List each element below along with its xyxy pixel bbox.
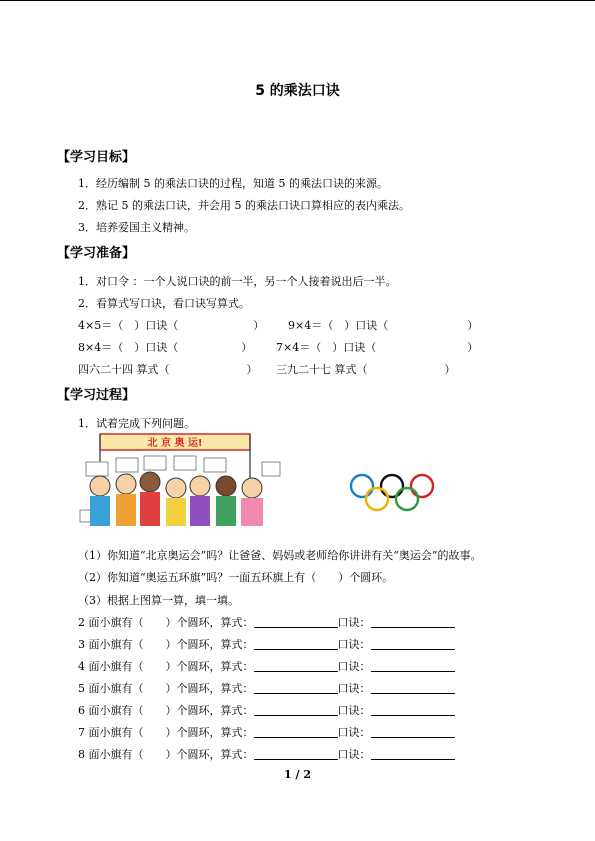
rhyme-blank[interactable] <box>371 616 455 628</box>
exercise-text: ） <box>467 341 479 354</box>
row-mid: 口诀： <box>337 660 371 673</box>
exercise-row <box>276 339 478 355</box>
children-cheering-illustration <box>78 432 282 532</box>
exercise-text: 三九二十七 算式（ <box>276 363 368 376</box>
fill-in-row <box>78 746 455 762</box>
fill-in-row <box>78 724 455 740</box>
exercise-text: 8×4＝（ ）口诀（ <box>78 341 179 354</box>
rhyme-blank[interactable] <box>371 660 455 672</box>
process-heading: 【学习过程】 <box>57 388 136 403</box>
row-prefix: 3 面小旗有（ ）个圆环，算式： <box>78 638 254 651</box>
row-prefix: 5 面小旗有（ ）个圆环，算式： <box>78 682 254 695</box>
fill-in-row <box>78 680 455 696</box>
question-1: （1）你知道“北京奥运会”吗？让爸爸、妈妈或老师给你讲讲有关“奥运会”的故事。 <box>78 549 482 562</box>
row-mid: 口诀： <box>337 638 371 651</box>
rhyme-blank[interactable] <box>371 748 455 760</box>
formula-blank[interactable] <box>254 726 338 738</box>
exercise-text: ） <box>444 363 456 376</box>
goals-heading: 【学习目标】 <box>57 150 136 165</box>
page-number: 1 / 2 <box>284 768 311 781</box>
row-mid: 口诀： <box>337 616 371 629</box>
exercise-text: ） <box>253 319 265 332</box>
row-prefix: 2 面小旗有（ ）个圆环，算式： <box>78 616 254 629</box>
top-rule <box>0 0 595 1</box>
rhyme-blank[interactable] <box>371 704 455 716</box>
exercise-text: ） <box>246 363 258 376</box>
fill-in-row <box>78 702 455 718</box>
exercise-text: 4×5＝（ ）口诀（ <box>78 319 179 332</box>
formula-blank[interactable] <box>254 682 338 694</box>
rhyme-blank[interactable] <box>371 682 455 694</box>
exercise-text: 9×4＝（ ）口诀（ <box>288 319 389 332</box>
prep-item: 2．看算式写口诀，看口诀写算式。 <box>78 297 250 310</box>
goal-item: 3．培养爱国主义精神。 <box>78 221 195 234</box>
exercise-text: 7×4＝（ ）口诀（ <box>276 341 377 354</box>
exercise-row <box>276 361 456 377</box>
exercise-row <box>78 317 264 333</box>
goal-item: 2．熟记 5 的乘法口诀，并会用 5 的乘法口诀口算相应的表内乘法。 <box>78 199 410 212</box>
fill-in-row <box>78 658 455 674</box>
row-mid: 口诀： <box>337 682 371 695</box>
formula-blank[interactable] <box>254 638 338 650</box>
rhyme-blank[interactable] <box>371 638 455 650</box>
question-3: （3）根据上图算一算，填一填。 <box>78 594 239 607</box>
process-item: 1．试着完成下列问题。 <box>78 417 195 430</box>
formula-blank[interactable] <box>254 704 338 716</box>
olympic-rings-icon <box>348 472 436 516</box>
exercise-row <box>78 361 258 377</box>
formula-blank[interactable] <box>254 748 338 760</box>
goal-item: 1．经历编制 5 的乘法口诀的过程，知道 5 的乘法口诀的来源。 <box>78 177 388 190</box>
exercise-text: ） <box>467 319 479 332</box>
banner-text: 北 京 奥 运! <box>147 438 203 449</box>
rhyme-blank[interactable] <box>371 726 455 738</box>
formula-blank[interactable] <box>254 616 338 628</box>
fill-in-row <box>78 614 455 630</box>
exercise-row <box>78 339 252 355</box>
exercise-text: ） <box>241 341 253 354</box>
row-mid: 口诀： <box>337 704 371 717</box>
question-2: （2）你知道“奥运五环旗”吗？一面五环旗上有（ ）个圆环。 <box>78 571 394 584</box>
row-mid: 口诀： <box>337 748 371 761</box>
prep-item: 1．对口令 ：一个人说口诀的前一半，另一个人接着说出后一半。 <box>78 275 397 288</box>
fill-in-row <box>78 636 455 652</box>
formula-blank[interactable] <box>254 660 338 672</box>
exercise-row <box>288 317 478 333</box>
row-mid: 口诀： <box>337 726 371 739</box>
row-prefix: 6 面小旗有（ ）个圆环，算式： <box>78 704 254 717</box>
row-prefix: 7 面小旗有（ ）个圆环，算式： <box>78 726 254 739</box>
prep-heading: 【学习准备】 <box>57 246 136 261</box>
row-prefix: 8 面小旗有（ ）个圆环，算式： <box>78 748 254 761</box>
children <box>90 472 263 526</box>
exercise-text: 四六二十四 算式（ <box>78 363 170 376</box>
row-prefix: 4 面小旗有（ ）个圆环，算式： <box>78 660 254 673</box>
page-title: 5 的乘法口诀 <box>255 83 340 99</box>
